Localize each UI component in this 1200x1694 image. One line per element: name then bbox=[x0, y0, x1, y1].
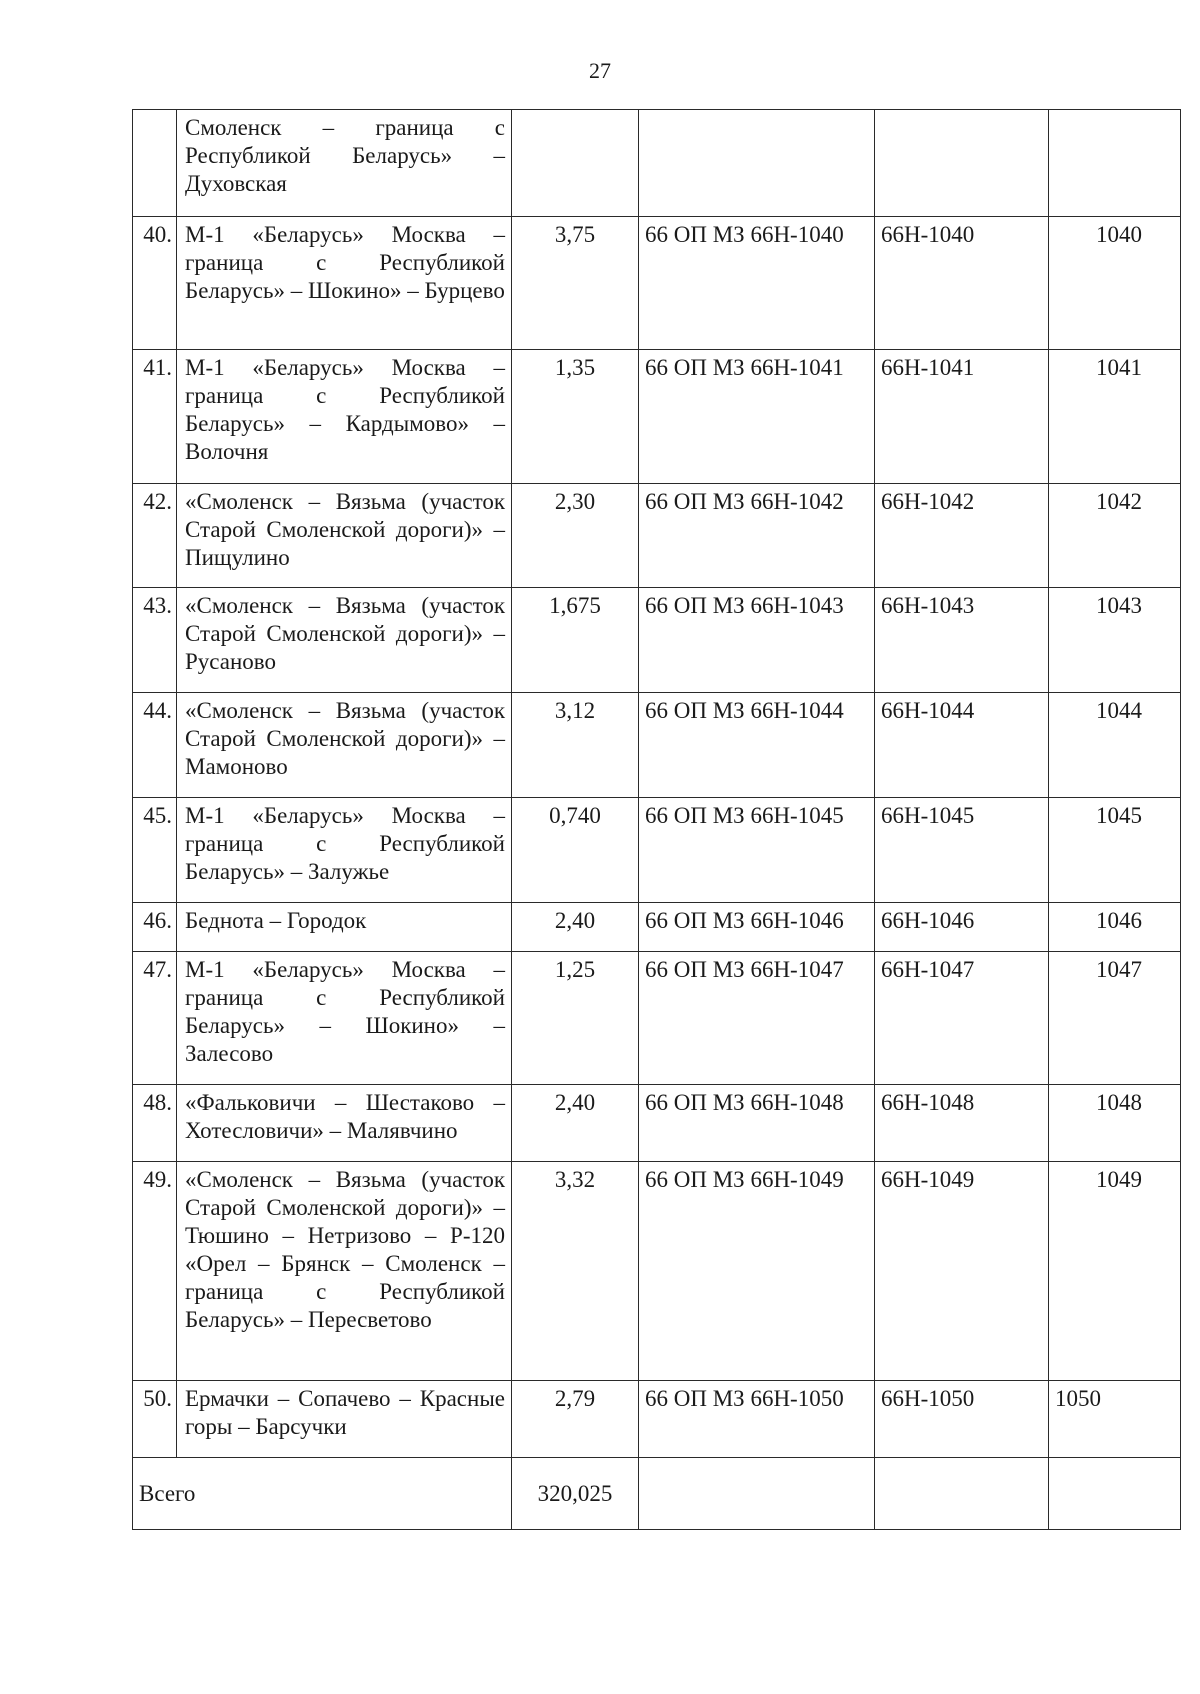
road-length: 0,740 bbox=[512, 798, 639, 903]
road-length: 2,40 bbox=[512, 903, 639, 952]
table-row bbox=[133, 903, 1181, 952]
road-length: 3,12 bbox=[512, 693, 639, 798]
roads-table bbox=[132, 109, 1181, 1530]
road-length: 1,25 bbox=[512, 952, 639, 1085]
row-number: 41. bbox=[133, 350, 177, 484]
road-reg-number: 66Н-1050 bbox=[875, 1381, 1049, 1458]
road-reg-number: 66Н-1049 bbox=[875, 1162, 1049, 1381]
page-number: 27 bbox=[589, 58, 611, 83]
road-length bbox=[512, 110, 639, 217]
road-code: 66 ОП МЗ 66Н-1046 bbox=[639, 903, 875, 952]
road-name: Беднота – Городок bbox=[177, 903, 512, 952]
row-number: 46. bbox=[133, 903, 177, 952]
road-reg-number: 66Н-1047 bbox=[875, 952, 1049, 1085]
road-code: 66 ОП МЗ 66Н-1047 bbox=[639, 952, 875, 1085]
row-number: 50. bbox=[133, 1381, 177, 1458]
road-code: 66 ОП МЗ 66Н-1041 bbox=[639, 350, 875, 484]
empty-cell bbox=[875, 1458, 1049, 1530]
road-name: Ермачки – Сопачево – Красные горы – Барсучки bbox=[177, 1381, 512, 1458]
row-number: 43. bbox=[133, 588, 177, 693]
road-name: М-1 «Беларусь» Москва – граница с Республикой Беларусь» – Залужье bbox=[177, 798, 512, 903]
road-reg-number: 66Н-1045 bbox=[875, 798, 1049, 903]
table-row bbox=[133, 693, 1181, 798]
road-id: 1048 bbox=[1049, 1085, 1181, 1162]
road-code: 66 ОП МЗ 66Н-1044 bbox=[639, 693, 875, 798]
table-row bbox=[133, 484, 1181, 588]
road-name: «Смоленск – Вязьма (участок Старой Смоленской дороги)» – Мамоново bbox=[177, 693, 512, 798]
road-id bbox=[1049, 110, 1181, 217]
total-length: 320,025 bbox=[512, 1458, 639, 1530]
road-name: «Смоленск – Вязьма (участок Старой Смоленской дороги)» – Русаново bbox=[177, 588, 512, 693]
road-length: 2,40 bbox=[512, 1085, 639, 1162]
road-name: М-1 «Беларусь» Москва – граница с Республикой Беларусь» – Кардымово» – Волочня bbox=[177, 350, 512, 484]
table-row bbox=[133, 110, 1181, 217]
road-reg-number: 66Н-1040 bbox=[875, 217, 1049, 350]
road-length: 1,35 bbox=[512, 350, 639, 484]
road-name: «Фальковичи – Шестаково – Хотесловичи» – Малявчино bbox=[177, 1085, 512, 1162]
table-row bbox=[133, 588, 1181, 693]
road-id: 1042 bbox=[1049, 484, 1181, 588]
road-id: 1050 bbox=[1049, 1381, 1181, 1458]
road-code: 66 ОП МЗ 66Н-1043 bbox=[639, 588, 875, 693]
road-reg-number: 66Н-1043 bbox=[875, 588, 1049, 693]
road-id: 1045 bbox=[1049, 798, 1181, 903]
total-label: Всего bbox=[133, 1458, 512, 1530]
road-id: 1040 bbox=[1049, 217, 1181, 350]
road-name: М-1 «Беларусь» Москва – граница с Республикой Беларусь» – Шокино» – Бурцево bbox=[177, 217, 512, 350]
road-id: 1049 bbox=[1049, 1162, 1181, 1381]
road-length: 3,32 bbox=[512, 1162, 639, 1381]
road-length: 3,75 bbox=[512, 217, 639, 350]
table-row bbox=[133, 798, 1181, 903]
road-code: 66 ОП МЗ 66Н-1045 bbox=[639, 798, 875, 903]
road-id: 1043 bbox=[1049, 588, 1181, 693]
table-row bbox=[133, 350, 1181, 484]
row-number: 44. bbox=[133, 693, 177, 798]
total-row bbox=[133, 1458, 1181, 1530]
road-length: 1,675 bbox=[512, 588, 639, 693]
row-number: 45. bbox=[133, 798, 177, 903]
table-row bbox=[133, 1162, 1181, 1381]
road-reg-number: 66Н-1046 bbox=[875, 903, 1049, 952]
road-code: 66 ОП МЗ 66Н-1048 bbox=[639, 1085, 875, 1162]
road-name: «Смоленск – Вязьма (участок Старой Смоленской дороги)» – Пищулино bbox=[177, 484, 512, 588]
road-id: 1047 bbox=[1049, 952, 1181, 1085]
road-id: 1044 bbox=[1049, 693, 1181, 798]
empty-cell bbox=[639, 1458, 875, 1530]
table-row bbox=[133, 952, 1181, 1085]
road-reg-number: 66Н-1041 bbox=[875, 350, 1049, 484]
road-code: 66 ОП МЗ 66Н-1049 bbox=[639, 1162, 875, 1381]
road-code: 66 ОП МЗ 66Н-1040 bbox=[639, 217, 875, 350]
road-code: 66 ОП МЗ 66Н-1042 bbox=[639, 484, 875, 588]
empty-cell bbox=[1049, 1458, 1181, 1530]
row-number: 49. bbox=[133, 1162, 177, 1381]
row-number: 47. bbox=[133, 952, 177, 1085]
table-row bbox=[133, 217, 1181, 350]
road-name: Смоленск – граница с Республикой Беларусь» – Духовская bbox=[177, 110, 512, 217]
road-id: 1046 bbox=[1049, 903, 1181, 952]
row-number bbox=[133, 110, 177, 217]
road-reg-number: 66Н-1044 bbox=[875, 693, 1049, 798]
road-code bbox=[639, 110, 875, 217]
road-length: 2,79 bbox=[512, 1381, 639, 1458]
row-number: 48. bbox=[133, 1085, 177, 1162]
road-length: 2,30 bbox=[512, 484, 639, 588]
road-reg-number: 66Н-1048 bbox=[875, 1085, 1049, 1162]
road-reg-number bbox=[875, 110, 1049, 217]
row-number: 40. bbox=[133, 217, 177, 350]
table-row bbox=[133, 1085, 1181, 1162]
table-row bbox=[133, 1381, 1181, 1458]
road-reg-number: 66Н-1042 bbox=[875, 484, 1049, 588]
row-number: 42. bbox=[133, 484, 177, 588]
road-name: М-1 «Беларусь» Москва – граница с Республикой Беларусь» – Шокино» – Залесово bbox=[177, 952, 512, 1085]
road-name: «Смоленск – Вязьма (участок Старой Смоленской дороги)» – Тюшино – Нетризово – Р-120 «Орел – Брянск – Смоленск – граница с Республикой Беларусь» – Пересветово bbox=[177, 1162, 512, 1381]
road-id: 1041 bbox=[1049, 350, 1181, 484]
road-code: 66 ОП МЗ 66Н-1050 bbox=[639, 1381, 875, 1458]
